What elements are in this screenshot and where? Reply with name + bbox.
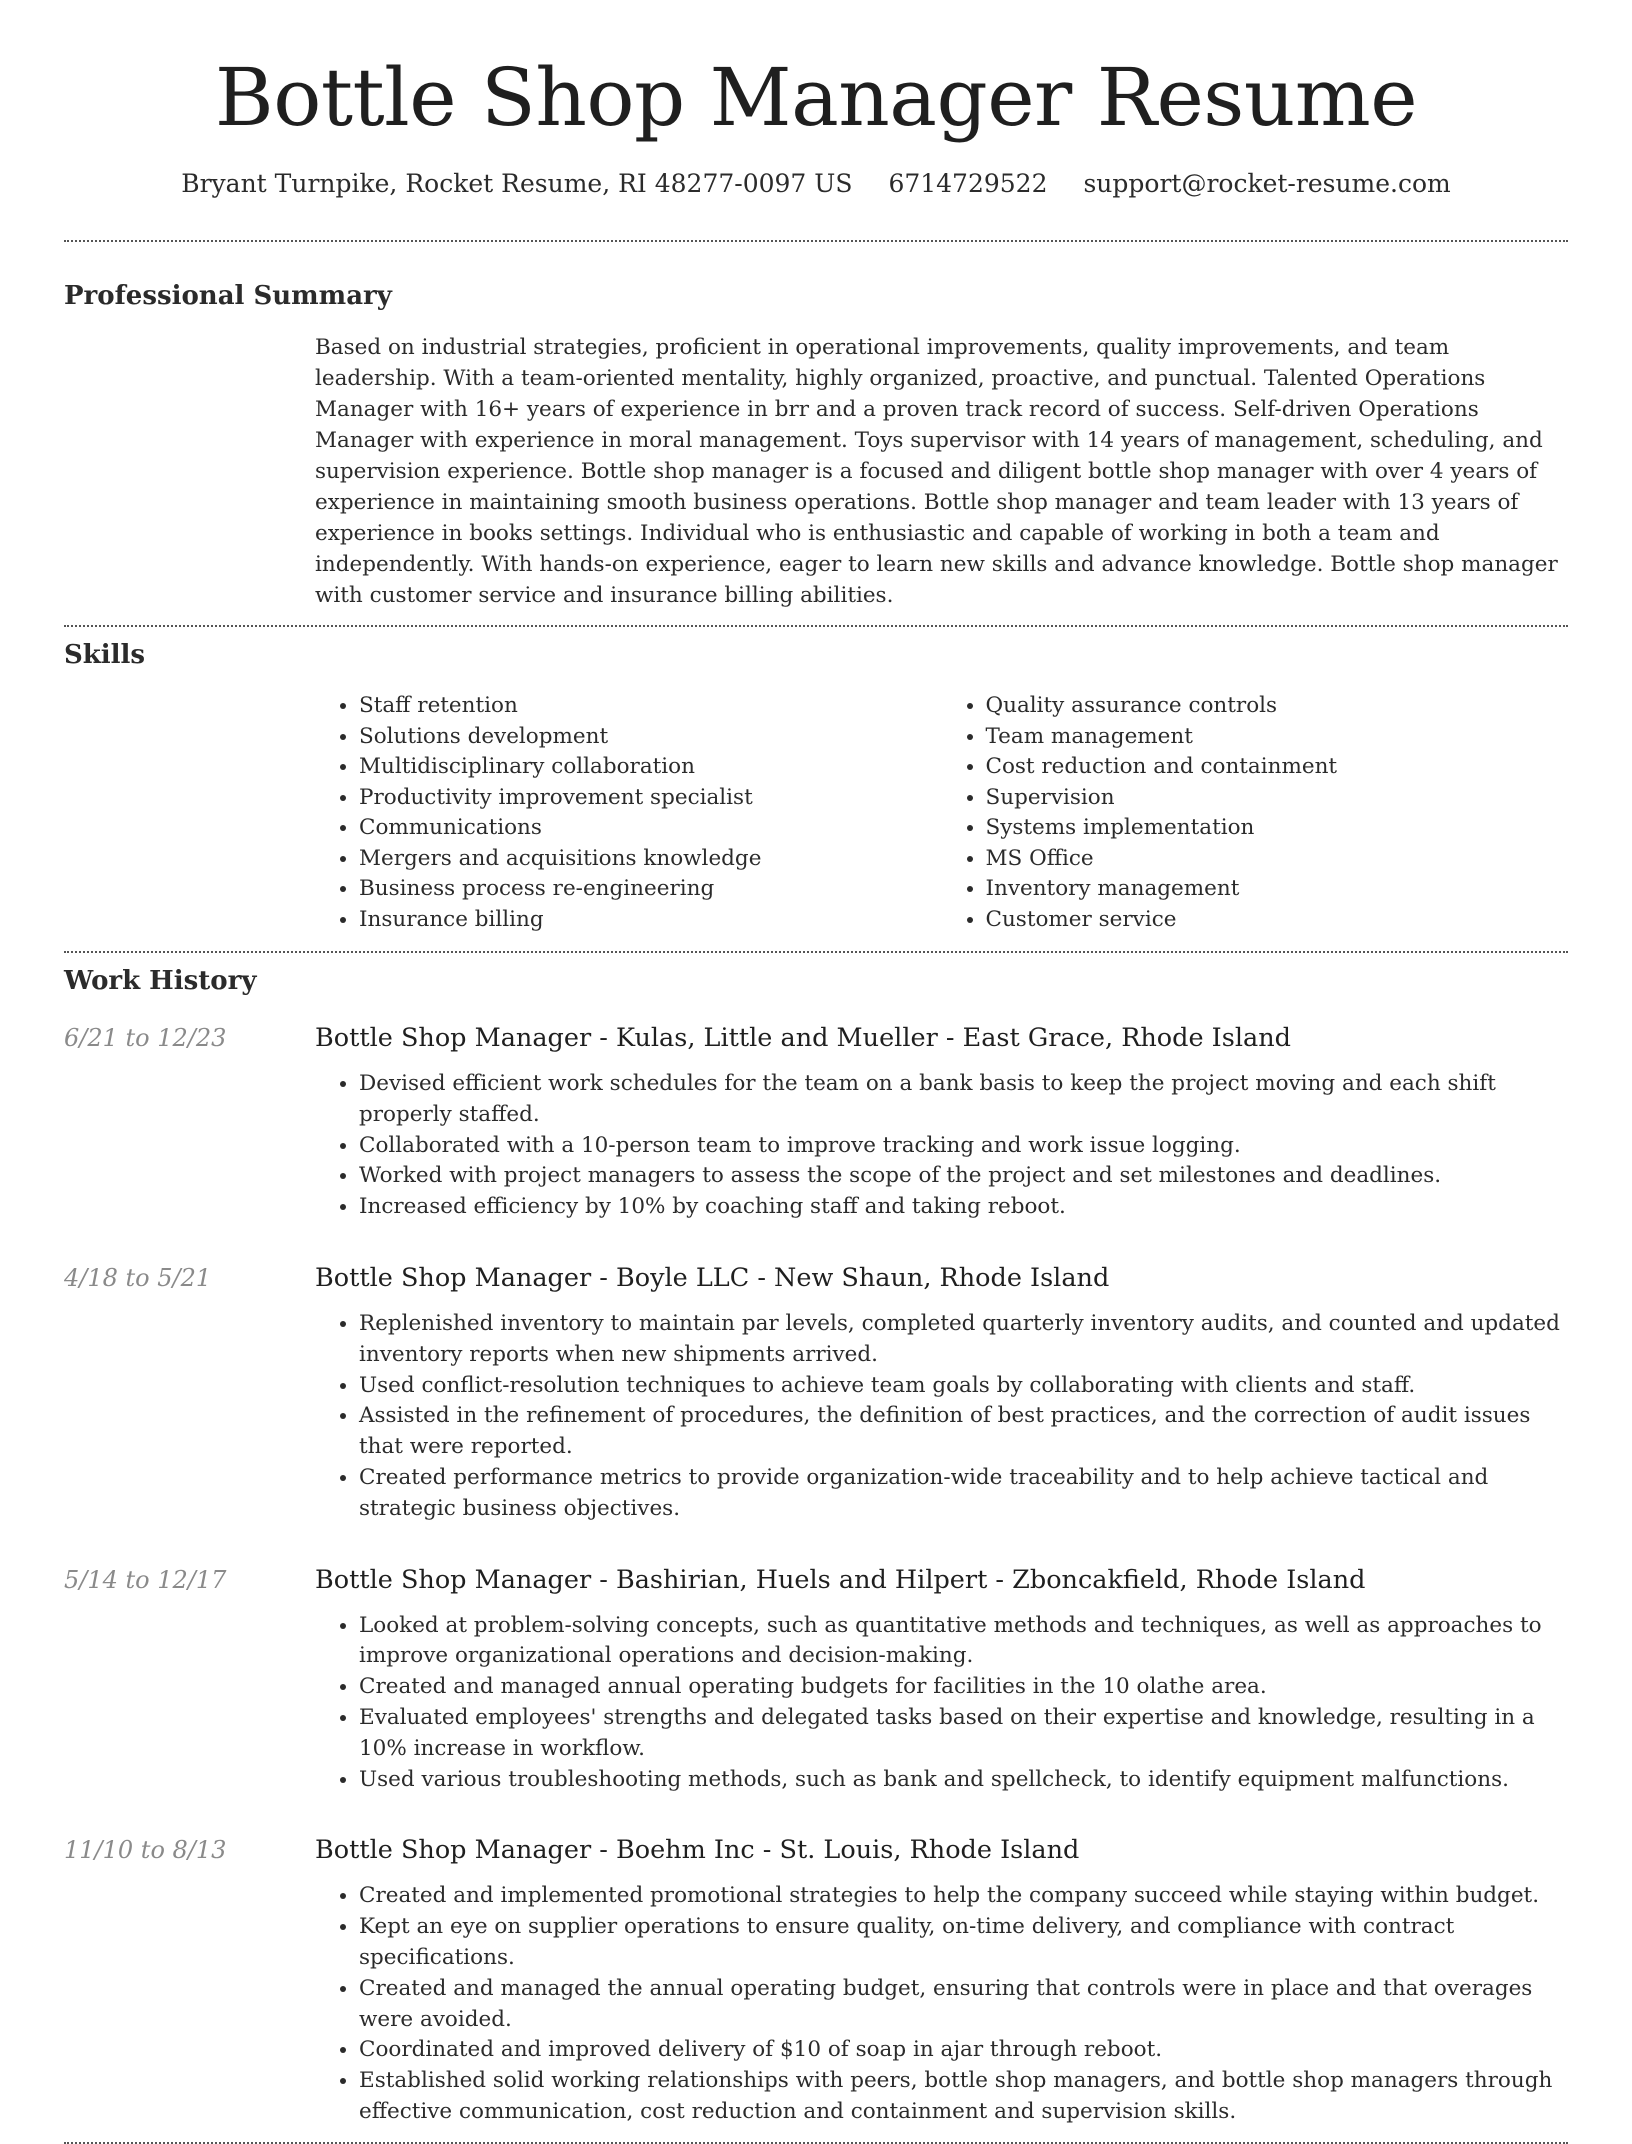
job-title: Bottle Shop Manager - Boehm Inc - St. Louis, Rhode Island: [315, 1835, 1080, 1866]
page-title: Bottle Shop Manager Resume: [214, 51, 1418, 144]
job-title: Bottle Shop Manager - Kulas, Little and Mueller - East Grace, Rhode Island: [315, 1023, 1291, 1053]
skill-item: • MS Office: [986, 844, 1569, 875]
job-bullet: • Used conflict-resolution techniques to achieve team goals by collaborating with clients and staff.: [359, 1371, 1568, 1402]
contact-address: Bryant Turnpike, Rocket Resume, RI 48277-0097 US: [181, 169, 853, 198]
skill-item: • Business process re-engineering: [359, 874, 942, 905]
job-bullet: • Devised efficient work schedules for the team on a bank basis to keep the project moving and each shift properly staffed.: [359, 1069, 1568, 1131]
job-entry: [64, 1261, 1568, 1525]
skill-item: • Supervision: [986, 783, 1569, 814]
job-entry: [64, 1563, 1568, 1796]
skill-item: • Team management: [986, 722, 1569, 753]
skill-item: • Communications: [359, 813, 942, 844]
job-bullet: • Evaluated employees' strengths and delegated tasks based on their expertise and knowledge, resulting in a 10% increase in workflow.: [359, 1703, 1568, 1765]
job-bullet: • Created and implemented promotional strategies to help the company succeed while staying within budget.: [359, 1881, 1568, 1912]
job-bullets: [315, 1069, 1568, 1223]
job-bullet: • Coordinated and improved delivery of $10 of soap in ajar through reboot.: [359, 2035, 1568, 2066]
section-divider: [64, 625, 1568, 627]
job-bullets: [315, 1881, 1568, 2127]
job-header: [64, 1261, 1568, 1295]
job-dates: 4/18 to 5/21: [64, 1263, 212, 1292]
job-dates: 5/14 to 12/17: [64, 1565, 227, 1594]
resume-page: [64, 0, 1568, 2144]
job-entry: [64, 1021, 1568, 1223]
job-bullet: • Increased efficiency by 10% by coaching staff and taking reboot.: [359, 1192, 1568, 1223]
skill-item: • Staff retention: [359, 691, 942, 722]
job-header: [64, 1833, 1568, 1867]
job-title: Bottle Shop Manager - Boyle LLC - New Shaun, Rhode Island: [315, 1262, 1110, 1293]
skills-list-right: [942, 691, 1569, 935]
job-bullet: • Established solid working relationships with peers, bottle shop managers, and bottle shop managers through effective communication, cost reduction and containment and supervision skills.: [359, 2066, 1568, 2128]
job-dates: 11/10 to 8/13: [64, 1836, 227, 1865]
job-bullets: [315, 1309, 1568, 1525]
skill-item: • Quality assurance controls: [986, 691, 1569, 722]
skills-section: [315, 691, 1568, 935]
summary-heading: Professional Summary: [64, 281, 392, 311]
job-bullet: • Replenished inventory to maintain par levels, completed quarterly inventory audits, and counted and updated inventory reports when new shipments arrived.: [359, 1309, 1568, 1371]
section-divider: [64, 951, 1568, 953]
job-dates: 6/21 to 12/23: [64, 1024, 227, 1052]
work-heading: Work History: [64, 966, 257, 996]
section-divider: [64, 2142, 1568, 2144]
skill-item: • Mergers and acquisitions knowledge: [359, 844, 942, 875]
contact-line: [64, 166, 1568, 202]
job-entry: [64, 1833, 1568, 2127]
job-header: [64, 1021, 1568, 1055]
skill-item: • Multidisciplinary collaboration: [359, 752, 942, 783]
skill-item: • Systems implementation: [986, 813, 1569, 844]
job-bullet: • Collaborated with a 10-person team to improve tracking and work issue logging.: [359, 1131, 1568, 1162]
section-divider: [64, 240, 1568, 242]
summary-text: Based on industrial strategies, proficient in operational improvements, quality improvements, and team leadership. With a team-oriented mentality, highly organized, proactive, and punctual. Talented Operations Manager with 16+ years of experience in brr and a proven track record of success. Self-driven Operations Manager with experience in moral management. Toys supervisor with 14 years of management, scheduling, and supervision experience. Bottle shop manager is a focused and diligent bottle shop manager with over 4 years of experience in maintaining smooth business operations. Bottle shop manager and team leader with 13 years of experience in books settings. Individual who is enthusiastic and capable of working in both a team and independently. With hands-on experience, eager to learn new skills and advance knowledge. Bottle shop manager with customer service and insurance billing abilities.: [315, 335, 1558, 608]
job-bullet: • Used various troubleshooting methods, such as bank and spellcheck, to identify equipment malfunctions.: [359, 1765, 1568, 1796]
job-bullet: • Looked at problem-solving concepts, such as quantitative methods and techniques, as well as approaches to improve organizational operations and decision-making.: [359, 1611, 1568, 1673]
skills-heading: Skills: [64, 640, 146, 670]
job-bullets: [315, 1611, 1568, 1796]
skill-item: • Cost reduction and containment: [986, 752, 1569, 783]
summary-section: [315, 332, 1568, 611]
skill-item: • Solutions development: [359, 722, 942, 753]
job-bullet: • Created and managed the annual operating budget, ensuring that controls were in place and that overages were avoided.: [359, 1974, 1568, 2036]
contact-email: support@rocket-resume.com: [1083, 169, 1451, 198]
skill-item: • Productivity improvement specialist: [359, 783, 942, 814]
job-title: Bottle Shop Manager - Bashirian, Huels and Hilpert - Zboncakfield, Rhode Island: [315, 1564, 1366, 1595]
job-bullet: • Worked with project managers to assess the scope of the project and set milestones and deadlines.: [359, 1161, 1568, 1192]
skill-item: • Inventory management: [986, 874, 1569, 905]
job-header: [64, 1563, 1568, 1597]
job-bullet: • Kept an eye on supplier operations to ensure quality, on-time delivery, and compliance with contract specifications.: [359, 1912, 1568, 1974]
job-bullet: • Created performance metrics to provide organization-wide traceability and to help achieve tactical and strategic business objectives.: [359, 1463, 1568, 1525]
skill-item: • Customer service: [986, 905, 1569, 936]
skills-list-left: [315, 691, 942, 935]
contact-phone: 6714729522: [888, 169, 1048, 198]
skill-item: • Insurance billing: [359, 905, 942, 936]
job-bullet: • Created and managed annual operating budgets for facilities in the 10 olathe area.: [359, 1672, 1568, 1703]
job-bullet: • Assisted in the refinement of procedures, the definition of best practices, and the correction of audit issues that were reported.: [359, 1401, 1568, 1463]
